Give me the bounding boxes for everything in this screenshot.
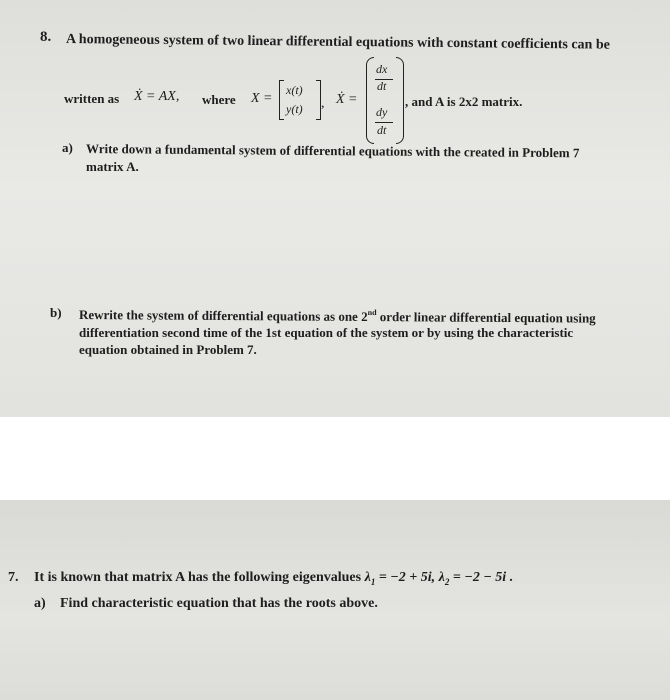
part-b-text-line3: equation obtained in Problem 7. — [79, 342, 257, 357]
problem-7-part-a-text: Find characteristic equation that has the roots above. — [60, 596, 378, 611]
problem-7-part-a-label: a) — [34, 596, 46, 611]
part-a-text-line1: Write down a fundamental system of differential equations with the created in Problem 7 — [85, 141, 580, 161]
part-a-label: a) — [62, 140, 73, 155]
x-definition-lhs: X = — [251, 91, 273, 106]
dx-numerator: dx — [376, 62, 388, 76]
y-of-t: y(t) — [286, 102, 303, 116]
dy-numerator: dy — [376, 105, 388, 119]
comma-separator: , — [321, 96, 325, 111]
problem-7-paper — [0, 500, 670, 700]
xdot-column-vector — [366, 57, 404, 144]
problem-8-number: 8. — [40, 29, 52, 45]
problem-8-intro: A homogeneous system of two linear differential equations with constant coefficients can be — [65, 32, 610, 53]
problem-7-text: It is known that matrix A has the following eigenvalues $\lambda_1 = -2 + 5i$, $\lambda_2 = -2 - 5i$ . — [34, 570, 514, 587]
system-equation: Ẋ = AX, — [134, 89, 180, 104]
matrix-a-description: , and A is 2x2 matrix. — [405, 94, 523, 109]
part-b-text-line2: differentiation second time of the 1st equation of the system or by using the characteristic — [79, 325, 574, 340]
part-b-text-line1: Rewrite the system of differential equations as one 2nd order linear differential equation using — [78, 307, 596, 326]
lambda-1: $\lambda_1$ — [364, 570, 376, 587]
x-of-t: x(t) — [286, 83, 303, 97]
dt-denominator-bottom: dt — [377, 123, 387, 137]
lambda-2: $\lambda_2$ — [438, 570, 450, 587]
x-column-vector — [279, 80, 321, 120]
written-as-label: written as — [64, 91, 120, 106]
xdot-lhs: Ẋ = — [336, 92, 358, 107]
problem-7-number: 7. — [8, 570, 19, 585]
dt-denominator-top: dt — [377, 79, 387, 93]
part-b-label: b) — [50, 305, 62, 320]
where-label: where — [202, 92, 236, 107]
part-a-text-line2: matrix A. — [86, 159, 139, 174]
